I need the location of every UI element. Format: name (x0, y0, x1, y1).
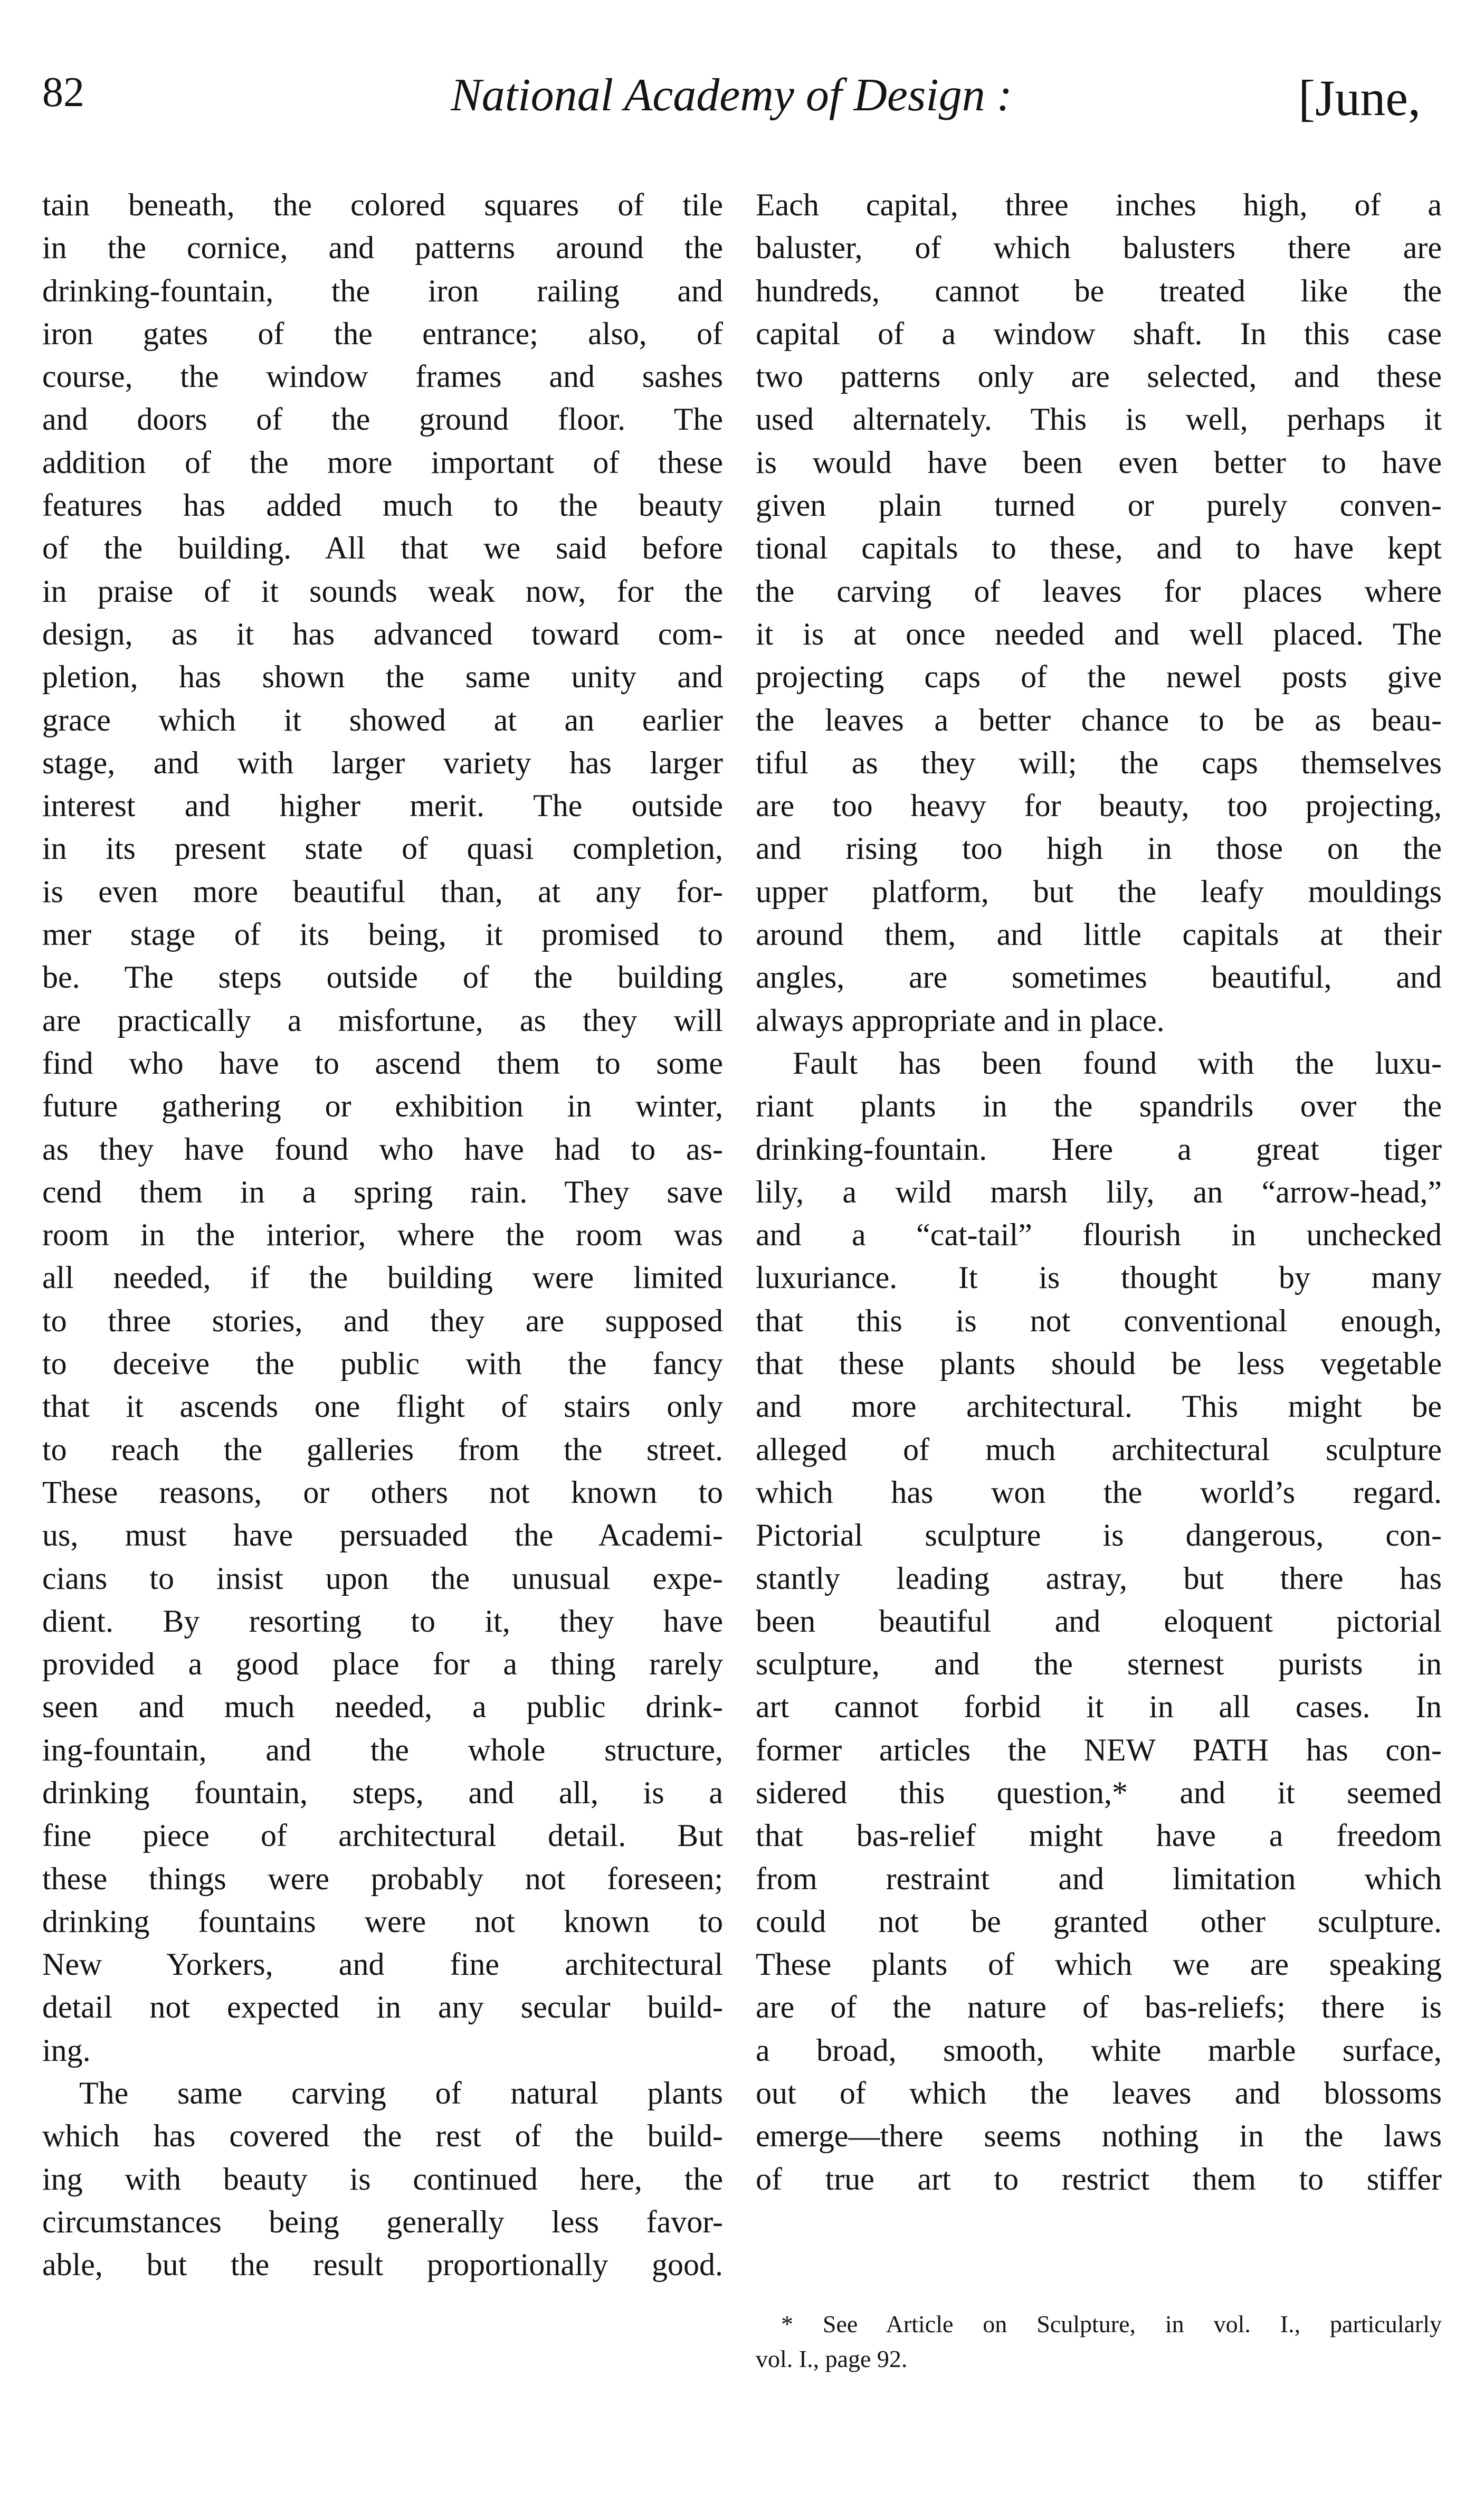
text-line: which has won the world’s regard. (756, 1474, 1442, 1510)
text-line: are practically a misfortune, as they will (42, 1002, 723, 1038)
text-line: capital of a window shaft. In this case (756, 316, 1442, 351)
text-line: that it ascends one flight of stairs only (42, 1389, 723, 1424)
footnote (756, 2307, 1442, 2377)
text-line: Fault has been found with the luxu- (793, 1045, 1442, 1081)
text-line: design, as it has advanced toward com- (42, 616, 723, 651)
text-line: find who have to ascend them to some (42, 1045, 723, 1081)
text-line: tain beneath, the colored squares of tile (42, 187, 723, 222)
text-line: the leaves a better chance to be as beau- (756, 702, 1442, 737)
text-line: these things were probably not foreseen; (42, 1861, 723, 1896)
text-line: emerge—there seems nothing in the laws (756, 2118, 1442, 2154)
text-line: in praise of it sounds weak now, for the (42, 573, 723, 609)
text-line: around them, and little capitals at their (756, 917, 1442, 952)
left-column (42, 184, 723, 2287)
text-line: us, must have persuaded the Academi- (42, 1518, 723, 1553)
text-line: grace which it showed at an earlier (42, 702, 723, 737)
text-line: from restraint and limitation which (756, 1861, 1442, 1896)
text-line: given plain turned or purely conven- (756, 488, 1442, 523)
text-line: course, the window frames and sashes (42, 359, 723, 394)
text-line: drinking fountain, steps, and all, is a (42, 1775, 723, 1810)
text-line: art cannot forbid it in all cases. In (756, 1689, 1442, 1725)
text-line: These reasons, or others not known to (42, 1474, 723, 1510)
text-line: lily, a wild marsh lily, an “arrow-head,” (756, 1174, 1442, 1209)
text-line: provided a good place for a thing rarely (42, 1646, 723, 1682)
text-line: the carving of leaves for places where (756, 573, 1442, 609)
text-line: sculpture, and the sternest purists in (756, 1646, 1442, 1682)
text-line: and a “cat-tail” flourish in unchecked (756, 1217, 1442, 1253)
text-line: pletion, has shown the same unity and (42, 659, 723, 695)
text-line: could not be granted other sculpture. (756, 1904, 1442, 1939)
text-line: features has added much to the beauty (42, 488, 723, 523)
running-header (42, 69, 1421, 148)
text-line: riant plants in the spandrils over the (756, 1088, 1442, 1124)
footnote-line: * See Article on Sculpture, in vol. I., particularly (781, 2311, 1442, 2337)
text-line: been beautiful and eloquent pictorial (756, 1603, 1442, 1639)
text-line: to three stories, and they are supposed (42, 1303, 723, 1338)
text-line: angles, are sometimes beautiful, and (756, 960, 1442, 995)
text-line: are too heavy for beauty, too projecting, (756, 788, 1442, 823)
text-line: projecting caps of the newel posts give (756, 659, 1442, 695)
text-line: always appropriate and in place. (756, 1002, 1165, 1038)
text-line: ing-fountain, and the whole structure, (42, 1732, 723, 1767)
text-line: addition of the more important of these (42, 444, 723, 480)
text-line: out of which the leaves and blossoms (756, 2076, 1442, 2111)
text-line: is would have been even better to have (756, 444, 1442, 480)
text-line: and doors of the ground floor. The (42, 402, 723, 437)
text-line: in its present state of quasi completion, (42, 831, 723, 866)
text-line: it is at once needed and well placed. The (756, 616, 1442, 651)
text-line: be. The steps outside of the building (42, 960, 723, 995)
text-line: seen and much needed, a public drink- (42, 1689, 723, 1725)
text-line: ing. (42, 2032, 91, 2068)
text-line: tiful as they will; the caps themselves (756, 745, 1442, 780)
right-column (756, 184, 1442, 2201)
text-line: These plants of which we are speaking (756, 1947, 1442, 1982)
text-line: interest and higher merit. The outside (42, 788, 723, 823)
text-line: to reach the galleries from the street. (42, 1432, 723, 1467)
text-line: to deceive the public with the fancy (42, 1346, 723, 1381)
text-line: that bas-relief might have a freedom (756, 1818, 1442, 1853)
running-title: National Academy of Design : (451, 70, 1012, 121)
text-line: room in the interior, where the room was (42, 1217, 723, 1253)
text-line: drinking-fountain. Here a great tiger (756, 1131, 1442, 1167)
text-line: Pictorial sculpture is dangerous, con- (756, 1518, 1442, 1553)
text-line: are of the nature of bas-reliefs; there is (756, 1990, 1442, 2025)
text-line: and rising too high in those on the (756, 831, 1442, 866)
text-line: future gathering or exhibition in winter, (42, 1088, 723, 1124)
text-line: a broad, smooth, white marble surface, (756, 2032, 1442, 2068)
text-line: fine piece of architectural detail. But (42, 1818, 723, 1853)
text-line: New Yorkers, and fine architectural (42, 1947, 723, 1982)
text-line: upper platform, but the leafy mouldings (756, 874, 1442, 909)
text-line: former articles the NEW PATH has con- (756, 1732, 1442, 1767)
text-line: stage, and with larger variety has larger (42, 745, 723, 780)
text-line: used alternately. This is well, perhaps it (756, 402, 1442, 437)
text-line: hundreds, cannot be treated like the (756, 273, 1442, 308)
text-line: of true art to restrict them to stiffer (756, 2161, 1442, 2196)
text-line: sidered this question,* and it seemed (756, 1775, 1442, 1810)
text-line: that these plants should be less vegetable (756, 1346, 1442, 1381)
text-line: cians to insist upon the unusual expe- (42, 1560, 723, 1596)
text-line: drinking-fountain, the iron railing and (42, 273, 723, 308)
text-line: ing with beauty is continued here, the (42, 2161, 723, 2196)
header-date: [June, (1298, 70, 1421, 126)
text-line: The same carving of natural plants (79, 2076, 723, 2111)
text-line: alleged of much architectural sculpture (756, 1432, 1442, 1467)
text-line: of the building. All that we said before (42, 531, 723, 566)
page-number: 82 (42, 69, 84, 116)
text-line: which has covered the rest of the build- (42, 2118, 723, 2154)
text-line: able, but the result proportionally good. (42, 2247, 723, 2283)
text-line: all needed, if the building were limited (42, 1260, 723, 1295)
text-line: and more architectural. This might be (756, 1389, 1442, 1424)
text-line: circumstances being generally less favor- (42, 2204, 723, 2239)
text-line: luxuriance. It is thought by many (756, 1260, 1442, 1295)
text-line: that this is not conventional enough, (756, 1303, 1442, 1338)
text-line: dient. By resorting to it, they have (42, 1603, 723, 1639)
text-line: baluster, of which balusters there are (756, 230, 1442, 266)
text-line: two patterns only are selected, and these (756, 359, 1442, 394)
footnote-line: vol. I., page 92. (756, 2345, 908, 2372)
text-line: drinking fountains were not known to (42, 1904, 723, 1939)
text-line: tional capitals to these, and to have kept (756, 531, 1442, 566)
text-line: stantly leading astray, but there has (756, 1560, 1442, 1596)
text-line: as they have found who have had to as- (42, 1131, 723, 1167)
text-line: mer stage of its being, it promised to (42, 917, 723, 952)
text-line: iron gates of the entrance; also, of (42, 316, 723, 351)
text-line: cend them in a spring rain. They save (42, 1174, 723, 1209)
text-line: is even more beautiful than, at any for- (42, 874, 723, 909)
text-line: Each capital, three inches high, of a (756, 187, 1442, 222)
text-line: detail not expected in any secular build- (42, 1990, 723, 2025)
text-line: in the cornice, and patterns around the (42, 230, 723, 266)
